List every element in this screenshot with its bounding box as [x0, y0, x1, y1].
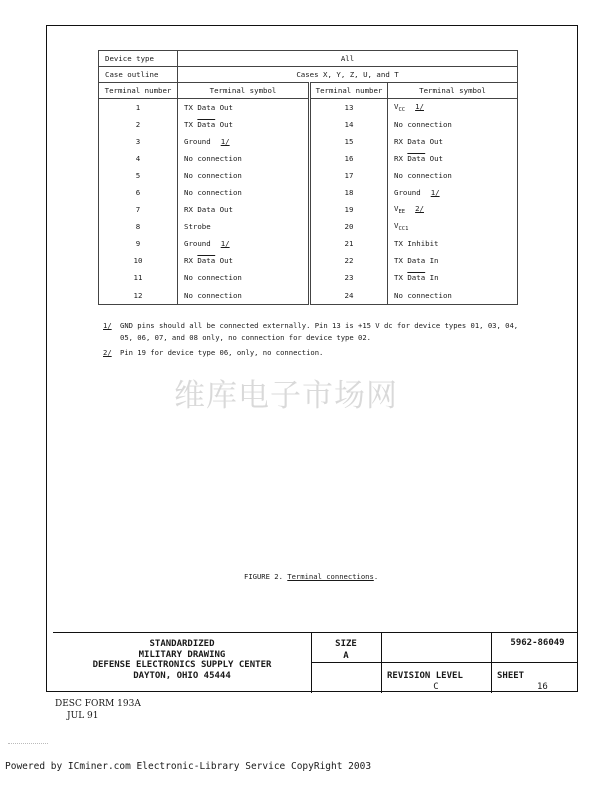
terminal-number: 24 — [310, 286, 388, 305]
table-row — [99, 201, 518, 218]
symbol-text: TX Data Out — [184, 103, 233, 112]
form-number: DESC FORM 193A — [55, 699, 141, 709]
form-identifier — [55, 698, 141, 722]
terminal-symbol — [388, 218, 518, 235]
footnote-marker: 1/ — [430, 188, 440, 197]
case-outline-value: Cases X, Y, Z, U, and T — [178, 67, 518, 83]
terminal-number: 14 — [310, 116, 388, 133]
terminal-number: 13 — [310, 99, 388, 117]
table-row — [99, 184, 518, 201]
terminal-symbol — [178, 184, 310, 201]
symbol-text: No connection — [184, 290, 242, 300]
form-date: JUL 91 — [67, 711, 99, 721]
terminal-symbol — [388, 167, 518, 184]
symbol-text: No connection — [184, 273, 242, 282]
note-2-text: Pin 19 for device type 06, only, no connection. — [120, 348, 324, 357]
table-row — [99, 133, 518, 150]
figure-caption-title: Terminal connections — [287, 572, 374, 581]
table-row — [99, 252, 518, 269]
terminal-symbol — [388, 269, 518, 286]
table-row — [99, 286, 518, 305]
scan-artifact — [8, 743, 48, 744]
watermark: 维库电子市场网 — [174, 378, 398, 414]
terminal-symbol — [388, 201, 518, 218]
figure-caption — [244, 572, 378, 581]
size-label: SIZE — [335, 639, 357, 649]
size-value: A — [343, 651, 349, 661]
terminal-symbol — [388, 133, 518, 150]
col-terminal-number-right: Terminal number — [310, 83, 388, 99]
symbol-suffix: Out — [215, 120, 233, 129]
terminal-number: 5 — [99, 167, 178, 184]
symbol-suffix: In — [425, 273, 439, 282]
terminal-number: 19 — [310, 201, 388, 218]
symbol-text: No connection — [394, 120, 452, 129]
revision-level-value: C — [433, 682, 439, 692]
terminal-number: 3 — [99, 133, 178, 150]
org-line: STANDARDIZED — [149, 639, 215, 649]
terminal-number: 9 — [99, 235, 178, 252]
issuing-organization — [53, 639, 311, 681]
note-1-number: 1/ — [103, 321, 112, 330]
terminal-number: 16 — [310, 150, 388, 167]
terminal-symbol — [178, 252, 310, 269]
table-row — [99, 167, 518, 184]
terminal-symbol — [388, 150, 518, 167]
terminal-symbol — [178, 286, 310, 305]
drawing-number: 5962-86049 — [510, 638, 565, 648]
symbol-subscript: CC — [398, 107, 406, 113]
table-row — [99, 150, 518, 167]
title-block-divider — [491, 633, 492, 693]
terminal-symbol — [388, 235, 518, 252]
terminal-symbol — [178, 201, 310, 218]
case-outline-label: Case outline — [99, 67, 178, 83]
symbol-text: V — [394, 221, 399, 230]
table-row — [99, 235, 518, 252]
terminal-symbol — [388, 99, 518, 117]
terminal-number: 12 — [99, 286, 178, 305]
footer-credit: Powered by ICminer.com Electronic-Library Service CopyRight 2003 — [5, 761, 372, 772]
terminal-symbol — [178, 150, 310, 167]
org-line: MILITARY DRAWING — [138, 649, 226, 660]
terminal-number: 17 — [310, 167, 388, 184]
note-1-text: GND pins should all be connected externally. Pin 13 is +15 V dc for device types 01, 03, 04, 05, 06, 07, and 08 only, no connection for device type 02. — [120, 321, 519, 342]
terminal-number: 2 — [99, 116, 178, 133]
symbol-text: RX Data Out — [394, 137, 443, 146]
terminal-symbol — [388, 252, 518, 269]
title-block-divider — [311, 662, 578, 663]
terminal-connections-table — [98, 50, 518, 305]
org-line: DEFENSE ELECTRONICS SUPPLY CENTER — [92, 660, 272, 670]
title-block — [53, 632, 578, 693]
sheet-label: SHEET — [497, 671, 525, 681]
symbol-text: Ground — [394, 188, 421, 197]
terminal-symbol — [178, 99, 310, 117]
device-type-value: All — [178, 51, 518, 67]
symbol-text: TX Data In — [394, 256, 439, 265]
note-2-number: 2/ — [103, 348, 112, 357]
terminal-number: 1 — [99, 99, 178, 117]
symbol-active-low: Data — [197, 120, 216, 129]
symbol-text: V — [394, 102, 399, 111]
symbol-text: V — [394, 204, 399, 213]
footnote-marker: 2/ — [415, 204, 424, 213]
terminal-number: 10 — [99, 252, 178, 269]
symbol-prefix: RX — [394, 154, 408, 163]
table-row — [99, 99, 518, 117]
terminal-symbol — [178, 116, 310, 133]
symbol-text: TX Inhibit — [394, 239, 439, 248]
terminal-symbol — [178, 235, 310, 252]
table-row — [99, 116, 518, 133]
revision-level-label: REVISION LEVEL — [387, 671, 463, 681]
terminal-symbol — [388, 286, 518, 305]
terminal-symbol — [178, 133, 310, 150]
terminal-symbol — [178, 218, 310, 235]
footnote-marker: 1/ — [415, 102, 424, 111]
col-terminal-symbol-left: Terminal symbol — [178, 83, 310, 99]
symbol-subscript: CC1 — [398, 226, 409, 232]
symbol-text: Ground — [184, 239, 211, 248]
symbol-text: No connection — [184, 171, 242, 180]
table-row — [99, 218, 518, 235]
symbol-active-low: Data — [407, 154, 426, 163]
symbol-suffix: Out — [215, 256, 233, 265]
symbol-subscript: EE — [398, 209, 406, 215]
terminal-symbol — [388, 184, 518, 201]
terminal-number: 7 — [99, 201, 178, 218]
terminal-symbol — [178, 269, 310, 286]
symbol-text: No connection — [184, 188, 242, 197]
device-type-label: Device type — [99, 51, 178, 67]
symbol-text: Strobe — [184, 222, 211, 231]
symbol-prefix: RX — [184, 256, 198, 265]
sheet-number: 16 — [537, 682, 548, 692]
terminal-symbol — [178, 167, 310, 184]
figure-caption-suffix: . — [373, 572, 379, 581]
terminal-rows — [99, 99, 518, 305]
col-terminal-number-left: Terminal number — [99, 83, 178, 99]
symbol-text: No connection — [394, 171, 452, 180]
symbol-active-low: Data — [197, 256, 216, 265]
symbol-prefix: TX — [394, 273, 408, 282]
terminal-number: 6 — [99, 184, 178, 201]
footnote-marker: 1/ — [220, 239, 230, 248]
symbol-suffix: Out — [425, 154, 443, 163]
org-line: DAYTON, OHIO 45444 — [133, 670, 231, 681]
terminal-number: 18 — [310, 184, 388, 201]
terminal-number: 15 — [310, 133, 388, 150]
symbol-active-low: Data — [407, 273, 426, 282]
symbol-text: RX Data Out — [184, 205, 233, 214]
symbol-text: No connection — [184, 154, 242, 163]
terminal-number: 11 — [99, 269, 178, 286]
symbol-prefix: TX — [184, 120, 198, 129]
col-terminal-symbol-right: Terminal symbol — [388, 83, 518, 99]
symbol-text: No connection — [394, 290, 452, 300]
symbol-text: Ground — [184, 137, 211, 146]
terminal-number: 4 — [99, 150, 178, 167]
footnote-marker: 1/ — [220, 137, 230, 146]
table-row — [99, 269, 518, 286]
terminal-number: 22 — [310, 252, 388, 269]
terminal-number: 20 — [310, 218, 388, 235]
figure-caption-prefix: FIGURE 2. — [244, 572, 288, 581]
terminal-symbol — [388, 116, 518, 133]
terminal-number: 21 — [310, 235, 388, 252]
terminal-number: 8 — [99, 218, 178, 235]
terminal-number: 23 — [310, 269, 388, 286]
